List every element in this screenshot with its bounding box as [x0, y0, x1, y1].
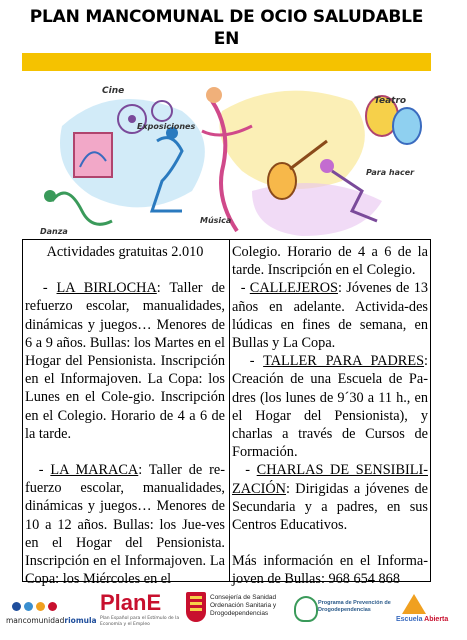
birlocha-dash: - — [42, 280, 57, 297]
birlocha-paragraph — [25, 279, 225, 443]
column-divider — [229, 239, 230, 582]
info-paragraph: Más información en el Informa-joven de Bullas: 968 654 868 — [232, 553, 428, 588]
dots-icon — [6, 602, 92, 612]
label-para-hacer: Para hacer — [366, 168, 415, 177]
label-danza: Danza — [40, 227, 68, 236]
taller-text: : Creación de una Escuela de Pa-dres (los lunes de 9´30 a 11 h., en el Hogar del Pensionista), y charlas a través de Cursos de Formación. — [232, 353, 429, 461]
consejeria-text: Consejería de Sanidad Ordenación Sanitaria y Drogodependencias — [210, 594, 277, 617]
label-musica: Música — [200, 216, 232, 225]
taller-dash: - — [249, 353, 264, 370]
charlas-paragraph — [232, 461, 428, 534]
region-crest-icon — [186, 592, 206, 622]
label-cine: Cine — [102, 86, 125, 96]
taller-paragraph — [232, 352, 428, 461]
programa-text: Programa de Prevención de Drogodependencias — [318, 600, 391, 613]
plane-logo — [100, 590, 182, 627]
abierta-text: Abierta — [424, 616, 449, 623]
right-column — [232, 243, 428, 589]
callejeros-paragraph — [232, 279, 428, 352]
birlocha-text: : Taller de refuerzo escolar, manualidades, dinámicas y juegos… Menores de 6 a 9 años. Bullas: los Martes en el Hogar del Pensionista. Inscripción en el Informajoven. La Copa: los Lunes en el Cole-gio. Inscripción en el Colegio. Horario de 4 a 6 de la tarde. — [25, 280, 225, 442]
taller-name: TALLER PARA PADRES — [263, 353, 425, 370]
maraca-paragraph — [25, 461, 225, 588]
charlas-dash: - — [245, 462, 257, 479]
birlocha-name: LA BIRLOCHA — [56, 280, 157, 297]
callejeros-text: : Jóvenes de 13 años en adelante. Activida-des lúdicas en fines de semana, en Bullas y La Copa. — [232, 280, 429, 352]
sponsor-footer — [0, 588, 467, 640]
mancomunidad-text: mancomunidad — [6, 616, 65, 625]
escuela-abierta-logo — [396, 616, 466, 623]
label-exposiciones: Exposiciones — [137, 122, 196, 131]
yellow-banner — [22, 53, 431, 71]
programa-icon — [294, 596, 318, 622]
escuela-text: Escuela — [396, 616, 423, 623]
continuation-paragraph: Colegio. Horario de 4 a 6 de la tarde. Inscripción en el Colegio. — [232, 244, 428, 279]
maraca-name: LA MARACA — [50, 462, 139, 479]
escuela-abierta-icon — [402, 594, 426, 614]
maraca-dash: - — [38, 462, 51, 479]
plane-text: PlanE — [100, 590, 162, 615]
label-teatro: Teatro — [374, 96, 407, 106]
riomula-text: riomula — [64, 616, 97, 625]
poster — [22, 0, 431, 640]
activities-heading: Actividades gratuitas 2.010 — [46, 244, 204, 260]
callejeros-dash: - — [240, 280, 250, 297]
leisure-illustration — [22, 71, 431, 239]
plane-subtitle: Plan Español para el Estímulo de la Economía y el Empleo — [100, 616, 180, 627]
callejeros-name: CALLEJEROS — [249, 280, 338, 297]
left-column — [25, 243, 225, 588]
mancomunidad-logo — [6, 602, 97, 625]
maraca-text: : Taller de re-fuerzo escolar, manualidades, dinámicas y juegos… Menores de 10 a 12 años. Bullas: los Jue-ves en el Hogar del Pensionista. Inscripción en el Informajoven. La Copa: los Miércoles en el — [25, 462, 226, 588]
charlas-text: : Dirigidas a jóvenes de Secundaria y a padres, en sus Centros Educativos. — [232, 480, 428, 534]
title-line-1: PLAN MANCOMUNAL DE OCIO SALUDABLE EN — [29, 7, 424, 49]
charlas-name: CHARLAS DE SENSIBILI-ZACIÓN — [232, 462, 428, 497]
